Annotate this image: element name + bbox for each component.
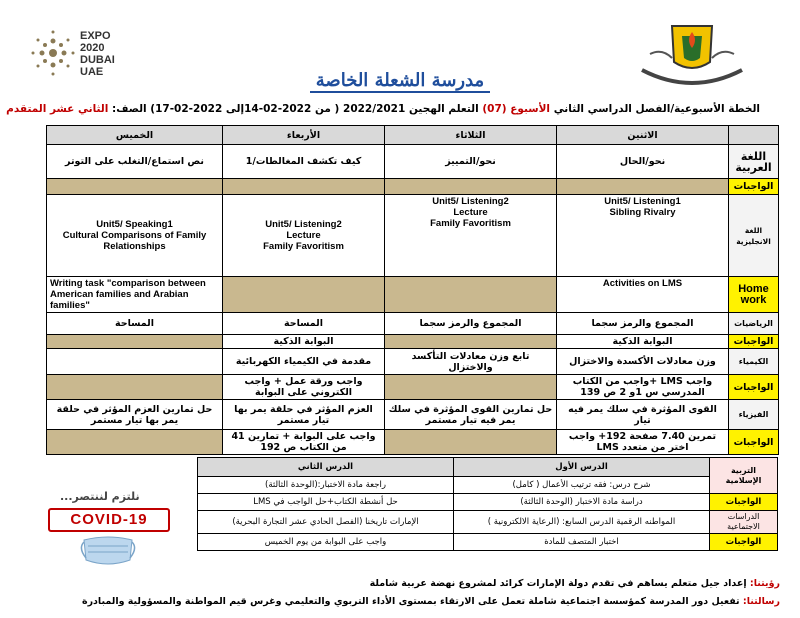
day-wednesday: الأربعاء [223, 126, 385, 145]
table-cell: شرح درس: فقه ترتيب الأعمال ( كامل) [454, 477, 710, 494]
table-row [198, 477, 778, 494]
table-row [198, 534, 778, 551]
math-hw-row [47, 335, 779, 349]
face-mask-icon [78, 534, 138, 568]
table-cell: دراسة مادة الاختبار (الوحدة الثالثة) [454, 494, 710, 511]
chemistry-row [47, 349, 779, 375]
table-cell: نص استماع/التغلب على التوتر [47, 145, 223, 179]
table-row [198, 511, 778, 534]
table-cell: المجموع والرمز سجما [557, 313, 729, 335]
table-cell [223, 277, 385, 313]
plan-middle: التعلم الهجين 2022/2021 ( من 2022-02-14إلى 2022-02-17) الصف: [112, 103, 479, 115]
english-row [47, 195, 779, 277]
table-cell: المجموع والرمز سجما [385, 313, 557, 335]
table-cell: واجب على البوابة من يوم الخميس [198, 534, 454, 551]
table-cell: البوابة الذكية [223, 335, 385, 349]
plan-week: الأسبوع (07) [482, 103, 551, 115]
plan-title [6, 103, 760, 115]
school-name: مدرسة الشعلة الخاصة [0, 70, 800, 91]
plan-grade: الثاني عشر المتقدم [6, 103, 109, 115]
vision-text: إعداد جيل متعلم يساهم في تقدم دولة الإمارات كرائد لمشروع نهضة عربية شاملة [369, 578, 747, 589]
table-cell: Unit5/ Listening1 Sibling Rivalry [557, 195, 729, 277]
table-cell [47, 375, 223, 400]
subject-english: اللغة الانجليزية [729, 195, 779, 277]
homework-label: الواجبات [729, 335, 779, 349]
table-cell: Writing task "comparison between American families and Arabian families" [47, 277, 223, 313]
math-row [47, 313, 779, 335]
table-cell: تابع وزن معادلات التأكسد والاختزال [385, 349, 557, 375]
table-cell: حل تمارين القوى المؤثرة في سلك يمر فيه تيار مستمر [385, 400, 557, 430]
covid-badge: COVID-19 [48, 508, 170, 532]
lesson-1-header: الدرس الأول [454, 458, 710, 477]
chemistry-hw-row [47, 375, 779, 400]
homework-label: الواجبات [729, 430, 779, 455]
subject-physics: الفيزياء [729, 400, 779, 430]
table-cell [385, 430, 557, 455]
subject-islamic: التربية الإسلامية [710, 458, 778, 494]
expo-text-3: DUBAI [80, 54, 115, 66]
lesson-2-header: الدرس الثاني [198, 458, 454, 477]
vision-statement [30, 578, 780, 589]
day-tuesday: الثلاثاء [385, 126, 557, 145]
mission-text: تفعيل دور المدرسة كمؤسسة اجتماعية شاملة تعمل على الارتقاء بمستوى الأداء التربوي والتعليمي وغرس قيم المواطنة والمسؤولية والمبادرة [81, 596, 740, 607]
table-cell: المساحة [47, 313, 223, 335]
subject-social-studies: الدراسات الاجتماعية [710, 511, 778, 534]
table-cell: البوابة الذكية [557, 335, 729, 349]
table-cell: Unit5/ Listening2 Lecture Family Favoritism [223, 195, 385, 277]
homework-label: الواجبات [729, 179, 779, 195]
table-cell: اختبار المتصف للمادة [454, 534, 710, 551]
subject-arabic: اللغة العربية [729, 145, 779, 179]
weekly-schedule-table [46, 125, 779, 455]
expo-text-4: UAE [80, 66, 104, 78]
english-hw-row [47, 277, 779, 313]
table-cell: واجب ورقة عمل + واجب الكتروني على البوابة [223, 375, 385, 400]
table-cell [47, 349, 223, 375]
covid-graphic [42, 490, 182, 576]
vision-label: رؤيتنا: [749, 578, 780, 589]
table-cell: نحو/التمييز [385, 145, 557, 179]
day-thursday: الخميس [47, 126, 223, 145]
table-cell: الإمارات تاريخنا (الفصل الحادي عشر التجارة البحرية) [198, 511, 454, 534]
table-cell: حل أنشطة الكتاب+حل الواجب في LMS [198, 494, 454, 511]
islamic-social-table [197, 457, 778, 551]
table-cell: راجعة مادة الاختبار:(الوحدة الثالثة) [198, 477, 454, 494]
mission-statement [30, 596, 780, 607]
table-cell: Unit5/ Listening2 Lecture Family Favoritism [385, 195, 557, 277]
expo-text-1: EXPO [80, 30, 111, 42]
days-header-row [47, 126, 779, 145]
table-cell: Unit5/ Speaking1 Cultural Comparisons of Family Relationships [47, 195, 223, 277]
table-cell: واجب LMS +واجب من الكتاب المدرسي س 1و 2 ص 139 [557, 375, 729, 400]
table-cell: وزن معادلات الأكسدة والاختزال [557, 349, 729, 375]
table-cell [47, 335, 223, 349]
table-cell: حل تمارين العزم المؤثر في حلقة يمر بها تيار مستمر [47, 400, 223, 430]
corner-cell [729, 126, 779, 145]
table-cell: مقدمة في الكيمياء الكهربائية [223, 349, 385, 375]
table-cell: المساحة [223, 313, 385, 335]
table-cell: تمرين 7.40 صفحة 192+ واجب اختر من متعدد LMS [557, 430, 729, 455]
covid-slogan: نلتزم لننتصر... [60, 490, 140, 503]
homework-label: الواجبات [710, 534, 778, 551]
subject-homework: Home work [729, 277, 779, 313]
expo-text-2: 2020 [80, 42, 105, 54]
arabic-hw-row [47, 179, 779, 195]
subject-chemistry: الكيمياء [729, 349, 779, 375]
table-cell: Activities on LMS [557, 277, 729, 313]
table-cell: نحو/الحال [557, 145, 729, 179]
table-cell [385, 335, 557, 349]
table-cell: العزم المؤثر في حلقة يمر بها تيار مستمر [223, 400, 385, 430]
table-cell [385, 375, 557, 400]
table-cell [385, 277, 557, 313]
physics-hw-row [47, 430, 779, 455]
table-cell: واجب على البوابة + تمارين 41 من الكتاب ص 192 [223, 430, 385, 455]
homework-label: الواجبات [729, 375, 779, 400]
mission-label: رسالتنا: [742, 596, 780, 607]
homework-label: الواجبات [710, 494, 778, 511]
arabic-row [47, 145, 779, 179]
physics-row [47, 400, 779, 430]
day-monday: الاثنين [557, 126, 729, 145]
table-cell: كيف تكشف المغالطات/1 [223, 145, 385, 179]
table-row [198, 494, 778, 511]
plan-prefix: الخطة الأسبوعية/الفصل الدراسي الثاني [553, 103, 760, 115]
subject-math: الرياضيات [729, 313, 779, 335]
table-cell: المواطنه الرقمية الدرس السابع: (الرعاية الالكترونية ) [454, 511, 710, 534]
lessons-header-row [198, 458, 778, 477]
table-cell [47, 430, 223, 455]
table-cell: القوى المؤثرة في سلك يمر فيه تيار [557, 400, 729, 430]
